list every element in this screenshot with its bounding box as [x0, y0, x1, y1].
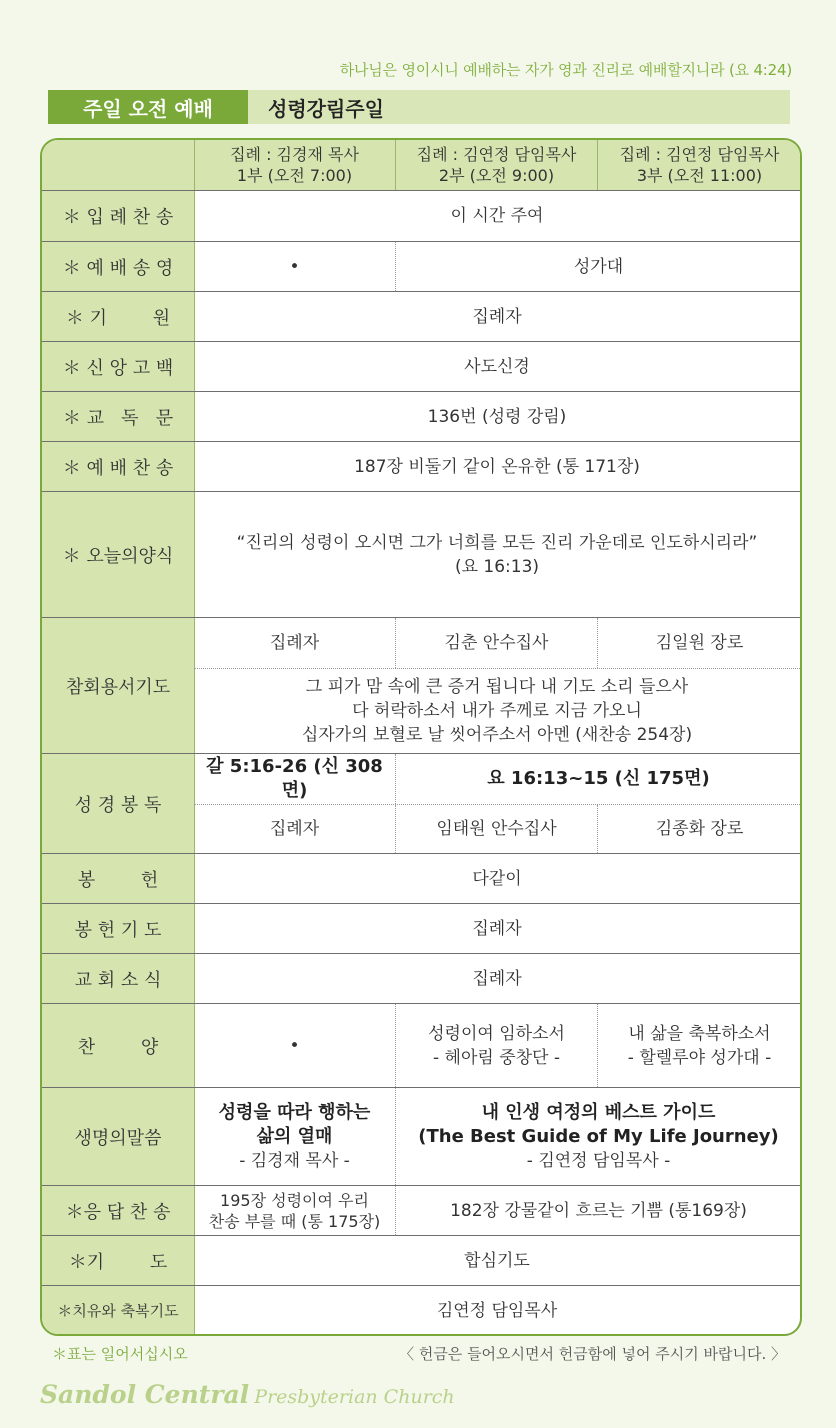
- response-hymn-2: 182장 강물같이 흐르는 기쁨 (통169장): [395, 1186, 801, 1235]
- row-healing-prayer: [42, 1285, 800, 1335]
- praise-choir: - 헤아림 중창단 -: [432, 1047, 560, 1068]
- row-label: ＊ 신 앙 고 백: [42, 342, 195, 391]
- row-response-hymn: [42, 1185, 800, 1235]
- reader-3: 김종화 장로: [597, 805, 801, 853]
- row-creed: [42, 341, 800, 391]
- row-value: 김연정 담임목사: [436, 1300, 558, 1321]
- offering-note: 〈 헌금은 들어오시면서 헌금함에 넣어 주시기 바랍니다. 〉: [399, 1345, 786, 1363]
- sermon-title: 삶의 열매: [256, 1125, 333, 1147]
- row-value: 187장 비둘기 같이 온유한 (통 171장): [354, 456, 640, 477]
- row-label: 봉 헌: [42, 854, 195, 903]
- row-label: ＊응 답 찬 송: [42, 1186, 195, 1235]
- church-subtitle: Presbyterian Church: [254, 1386, 455, 1408]
- row-value: 이 시간 주여: [450, 206, 544, 226]
- hymn-line: 찬송 부를 때 (통 175장): [208, 1211, 381, 1231]
- row-offering: [42, 853, 800, 903]
- praise-choir: - 할렐루야 성가대 -: [627, 1047, 772, 1068]
- scripture-ref-1: 갈 5:16-26 (신 308면): [206, 756, 383, 801]
- row-value: [194, 492, 800, 617]
- praise-1: •: [289, 1035, 300, 1056]
- daily-verse-ref: (요 16:13): [454, 556, 540, 577]
- praise-title: 성령이여 임하소서: [428, 1023, 565, 1044]
- row-label: 봉 헌 기 도: [42, 904, 195, 953]
- hymn-line: 십자가의 보혈로 날 씻어주소서 아멘 (새찬송 254장): [301, 725, 693, 745]
- row-value-1: •: [289, 256, 300, 277]
- time-3: 3부 (오전 11:00): [636, 166, 763, 185]
- sermon-title: 내 인생 여정의 베스트 가이드: [481, 1101, 716, 1123]
- row-value: 집례자: [472, 918, 522, 939]
- row-value: 집례자: [472, 968, 522, 989]
- row-label: ＊ 교 독 문: [42, 392, 195, 441]
- response-hymn-1: [194, 1186, 395, 1235]
- hymn-line: 다 허락하소서 내가 주께로 지금 가오니: [352, 701, 642, 721]
- row-label: ＊ 입 례 찬 송: [42, 191, 195, 241]
- row-prayer: [42, 1235, 800, 1285]
- row-entrance-hymn: [42, 190, 800, 241]
- reader-2: 임태원 안수집사: [395, 805, 597, 853]
- row-label: 참회용서기도: [42, 618, 195, 753]
- row-value: 사도신경: [464, 356, 530, 377]
- church-logo-text: [40, 1380, 455, 1409]
- standing-note: ＊표는 일어서십시오: [52, 1345, 188, 1363]
- row-praise: [42, 1003, 800, 1087]
- officiant-2: 집례 : 김연정 담임목사: [416, 145, 577, 164]
- hymn-line: 그 피가 맘 속에 큰 증거 됩니다 내 기도 소리 들으사: [305, 677, 689, 697]
- sermon-2: [395, 1088, 801, 1185]
- row-label: 교 회 소 식: [42, 954, 195, 1003]
- row-label: ＊치유와 축복기도: [42, 1286, 195, 1335]
- repentance-hymn: [194, 669, 800, 753]
- scripture-ref-2: 요 16:13~15 (신 175면): [395, 754, 801, 804]
- header-service-1: [194, 140, 395, 190]
- row-value: 집례자: [472, 306, 522, 327]
- header-service-3: [597, 140, 801, 190]
- church-name: Sandol Central: [40, 1380, 250, 1409]
- time-2: 2부 (오전 9:00): [438, 166, 555, 185]
- row-value: 136번 (성령 강림): [427, 406, 567, 427]
- row-repentance-prayer: [42, 617, 800, 753]
- praise-2: [395, 1004, 597, 1087]
- row-daily-bread: [42, 491, 800, 617]
- praise-title: 내 삶을 축복하소서: [628, 1023, 771, 1044]
- reader-1: 집례자: [269, 819, 320, 839]
- row-worship-hymn: [42, 441, 800, 491]
- sermon-1: [194, 1088, 395, 1185]
- row-sermon: [42, 1087, 800, 1185]
- order-of-worship-table: [40, 138, 802, 1336]
- row-scripture-reading: [42, 753, 800, 853]
- row-value-2: 성가대: [395, 242, 801, 291]
- officiant-3: 집례 : 김연정 담임목사: [619, 145, 780, 164]
- leader-2: 김춘 안수집사: [395, 618, 597, 668]
- time-1: 1부 (오전 7:00): [236, 166, 353, 185]
- row-offering-prayer: [42, 903, 800, 953]
- row-label: 찬 양: [42, 1004, 195, 1087]
- row-label: ＊ 예 배 송 영: [42, 242, 195, 291]
- row-value: 다같이: [472, 868, 522, 889]
- header-corner: [42, 140, 195, 190]
- praise-3: [597, 1004, 801, 1087]
- sermon-title-en: (The Best Guide of My Life Journey): [418, 1125, 779, 1147]
- row-invocation: [42, 291, 800, 341]
- service-theme: 성령강림주일: [268, 96, 384, 121]
- sermon-title: 성령을 따라 행하는: [218, 1101, 371, 1123]
- row-label: 성 경 봉 독: [42, 754, 195, 853]
- row-label: ＊ 기 원: [42, 292, 195, 341]
- service-name: 주일 오전 예배: [48, 90, 248, 124]
- preacher: - 김연정 담임목사 -: [526, 1150, 671, 1171]
- row-church-news: [42, 953, 800, 1003]
- row-label: ＊ 예 배 찬 송: [42, 442, 195, 491]
- row-label: 생명의말씀: [42, 1088, 195, 1185]
- row-label: ＊기 도: [42, 1236, 195, 1285]
- row-label: ＊ 오늘의양식: [42, 492, 195, 617]
- daily-verse: “진리의 성령이 오시면 그가 너희를 모든 진리 가운데로 인도하시리라”: [236, 532, 758, 553]
- header-service-2: [395, 140, 597, 190]
- leader-1: 집례자: [269, 633, 320, 653]
- scripture-verse: 하나님은 영이시니 예배하는 자가 영과 진리로 예배할지니라 (요 4:24): [339, 61, 792, 79]
- preacher: - 김경재 목사 -: [239, 1150, 350, 1171]
- row-value: 합심기도: [464, 1250, 530, 1271]
- header-row: [42, 140, 800, 190]
- leader-3: 김일원 장로: [597, 618, 801, 668]
- service-title-bar: [48, 90, 790, 124]
- hymn-line: 195장 성령이여 우리: [220, 1190, 369, 1210]
- row-doxology: [42, 241, 800, 291]
- row-responsive-reading: [42, 391, 800, 441]
- officiant-1: 집례 : 김경재 목사: [230, 145, 359, 164]
